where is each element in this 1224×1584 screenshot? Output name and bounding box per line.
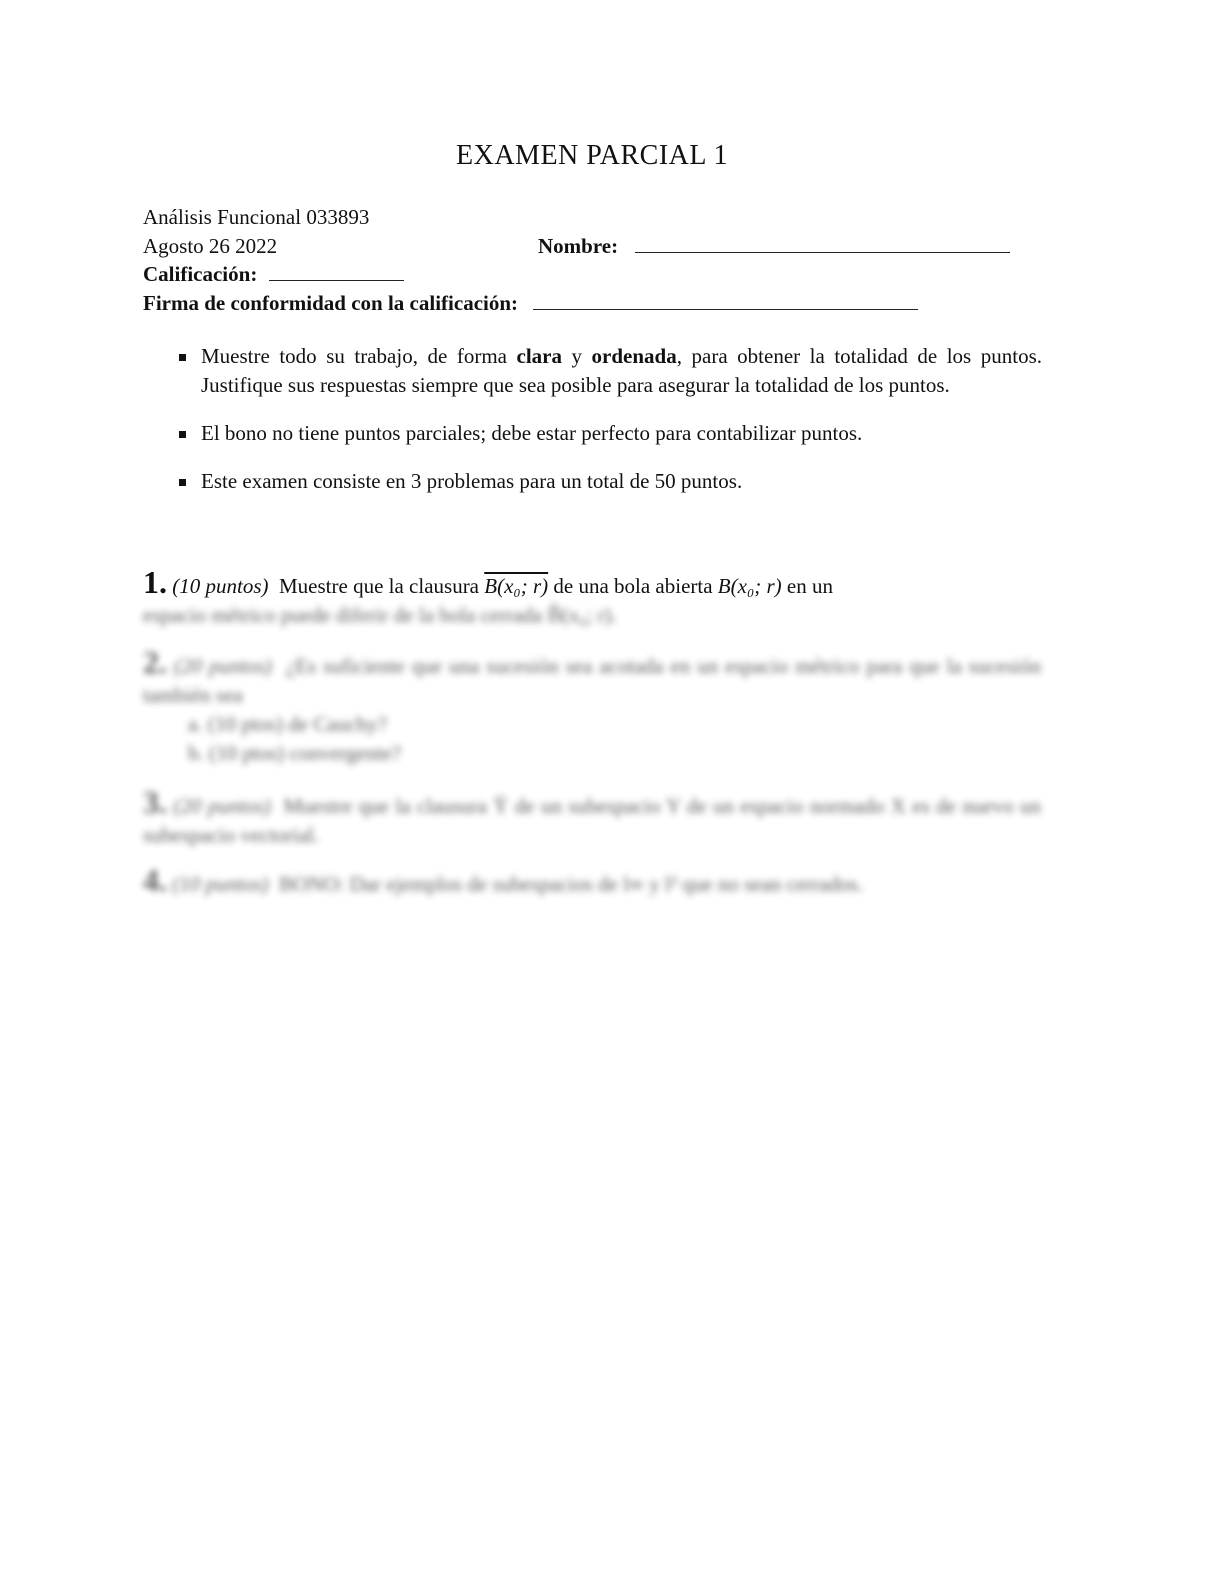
problem-3: 3. (20 puntos) Muestre que la clausura Ȳ de un subespacio Y de un espacio normado X es de nuevo un subespacio vectorial.: [143, 784, 1042, 847]
sub-item-a: a. (10 ptos) de Cauchy?: [188, 712, 387, 736]
signature-row: [143, 291, 918, 316]
instruction-item: Muestre todo su trabajo, de forma clara y ordenada, para obtener la totalidad de los puntos. Justifique sus respuestas siempre que sea posible para asegurar la totalidad de los puntos.: [176, 342, 1042, 400]
instructions-list: [176, 342, 1042, 515]
grade-row: [143, 262, 404, 287]
problem-points: (10 puntos): [172, 574, 269, 598]
grade-blank[interactable]: [269, 262, 404, 281]
instruction-item: Este examen consiste en 3 problemas para un total de 50 puntos.: [176, 467, 1042, 496]
name-field-row: [538, 234, 1010, 259]
course-line: Análisis Funcional 033893: [143, 205, 370, 229]
problem-2: 2. (20 puntos) ¿Es suficiente que una sucesión sea acotada en un espacio métrico para que la sucesión también sea a. (10 ptos) de Cauchy? b. (10 ptos) convergente?: [143, 648, 1041, 768]
problem-number: 1.: [143, 564, 167, 600]
grade-label: Calificación:: [143, 262, 258, 286]
problem-1-continued: espacio métrico puede diferir de la bola cerrada B̃(x₀; r).: [143, 603, 617, 627]
name-label: Nombre:: [538, 234, 619, 258]
signature-label: Firma de conformidad con la calificación:: [143, 291, 519, 315]
instruction-item: El bono no tiene puntos parciales; debe estar perfecto para contabilizar puntos.: [176, 419, 1042, 448]
problem-4: 4. (10 puntos) BONO: Dar ejemplos de subespacios de l∞ y l² que no sean cerrados.: [143, 862, 864, 898]
open-ball-expression: B(x₀; r): [717, 574, 782, 598]
exam-title: EXAMEN PARCIAL 1: [456, 140, 728, 171]
exam-date: Agosto 26 2022: [143, 234, 278, 258]
sub-item-b: b. (10 ptos) convergente?: [188, 741, 402, 765]
problem-1: 1. (10 puntos) Muestre que la clausura B(x₀; r) de una bola abierta B(x₀; r) en un espacio métrico puede diferir de la bola cerrada B̃(x₀; r).: [143, 564, 833, 627]
name-blank[interactable]: [635, 234, 1010, 253]
closure-expression: B(x₀; r): [484, 574, 549, 598]
date-line: [143, 234, 277, 259]
signature-blank[interactable]: [533, 291, 918, 310]
